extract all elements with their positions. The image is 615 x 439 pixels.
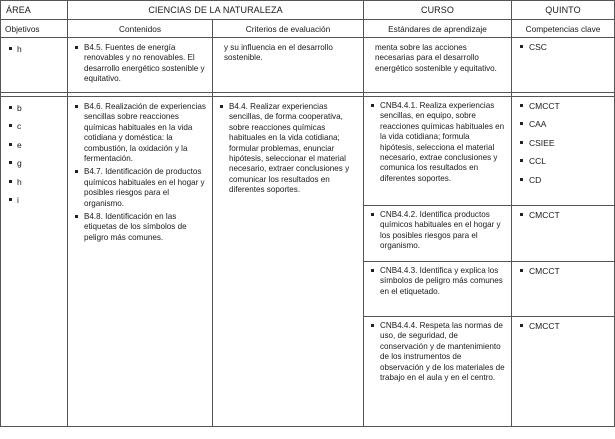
estandar-cell [364, 262, 512, 317]
block2-objetivos-cell [1, 97, 68, 427]
competencia-item: CCL [519, 156, 614, 174]
competencia-item: CD [519, 175, 614, 193]
estandar-text: menta sobre las acciones necesarias para el desarrollo energético sostenible y equitativo. [375, 43, 497, 73]
contenido-item: B4.8. Identificación en las etiquetas de los símbolos de peligro más comunes. [74, 212, 206, 243]
competencias-list [512, 262, 614, 284]
estandar-item: CNB4.4.4. Respeta las normas de uso, de seguridad, de conservación y de mantenimiento de los instrumentos de observación y de los materiales de trabajo en el aula y en el centro. [370, 321, 505, 383]
estandar-item: CNB4.4.2. Identifica productos químicos habituales en el hogar y los posibles riesgos para el organismo. [370, 210, 505, 252]
column-header-row [1, 20, 615, 38]
objetivo-item: b [8, 103, 67, 121]
block1-competencias-cell [512, 38, 615, 93]
competencia-item: CMCCT [519, 101, 614, 119]
col-criterios: Criterios de evaluación [213, 20, 364, 38]
objetivos-list [1, 97, 67, 213]
contenido-item: B4.7. Identificación de productos químicos habituales en el hogar y posibles riesgos para el organismo. [74, 167, 206, 209]
block1-criterios-cell [213, 38, 364, 93]
area-label: ÁREA [1, 1, 68, 20]
block1-objetivos-cell [1, 38, 68, 93]
competencias-cell [512, 97, 615, 206]
competencia-item: CMCCT [519, 266, 614, 284]
estandar-item: CNB4.4.1. Realiza experiencias sencillas, en equipo, sobre reacciones químicas habituales en la vida cotidiana; formula hipótesis, selecciona el material necesario, extrae conclusiones y comunica los resultados en diferentes soportes. [370, 101, 505, 184]
competencias-cell [512, 317, 615, 427]
curso-value: QUINTO [512, 1, 615, 20]
objetivo-item: h [8, 44, 67, 62]
estandar-cell [364, 97, 512, 206]
contenidos-list [68, 97, 212, 243]
block1-estandares-cell [364, 38, 512, 93]
criterios-list [213, 97, 363, 196]
contenido-item: B4.5. Fuentes de energía renovables y no renovables. El desarrollo energético sostenible y equitativo. [74, 43, 206, 85]
criterio-item: B4.4. Realizar experiencias sencillas, de forma cooperativa, sobre reacciones químicas habituales en la vida cotidiana; formular problemas, enunciar hipótesis, seleccionar el material necesario, extraer conclusiones y comunicar los resultados en diferentes soportes. [219, 102, 357, 196]
competencias-cell [512, 262, 615, 317]
competencia-item: CMCCT [519, 321, 614, 339]
block2-criterios-cell [213, 97, 364, 427]
curso-label: CURSO [364, 1, 512, 20]
competencia-item: CSIEE [519, 138, 614, 156]
subject-title: CIENCIAS DE LA NATURALEZA [68, 1, 364, 20]
objetivo-item: e [8, 140, 67, 158]
block1-row [1, 38, 615, 93]
objetivo-item: h [8, 177, 67, 195]
competencias-list [512, 206, 614, 228]
criterio-text: y su influencia en el desarrollo sostenible. [224, 43, 333, 63]
contenido-item: B4.6. Realización de experiencias sencillas sobre reacciones químicas habituales en la vida cotidiana y doméstica: la combustión, la oxidación y la fermentación. [74, 102, 206, 164]
col-objetivos: Objetivos [1, 20, 68, 38]
competencias-list [512, 38, 614, 60]
block1-contenidos-cell [68, 38, 213, 93]
competencia-item: CMCCT [519, 210, 614, 228]
competencias-list [512, 97, 614, 193]
competencia-item: CSC [519, 42, 614, 60]
estandar-item: CNB4.4.3. Identifica y explica los símbolos de peligro más comunes en el etiquetado. [370, 266, 505, 297]
estandar-cell [364, 317, 512, 427]
col-contenidos: Contenidos [68, 20, 213, 38]
estandares-list [364, 206, 511, 252]
estandares-list [364, 262, 511, 297]
estandares-list [364, 317, 511, 383]
objetivo-item: i [8, 195, 67, 213]
competencias-list [512, 317, 614, 339]
block2-contenidos-cell [68, 97, 213, 427]
estandar-cell [364, 206, 512, 262]
objetivo-item: g [8, 158, 67, 176]
contenidos-list [68, 38, 212, 85]
col-estandares: Estándares de aprendizaje [364, 20, 512, 38]
col-competencias: Competencias clave [512, 20, 615, 38]
objetivos-list [1, 38, 67, 62]
competencia-item: CAA [519, 119, 614, 137]
estandares-list [364, 97, 511, 184]
objetivo-item: c [8, 121, 67, 139]
block2-row-1 [1, 97, 615, 206]
competencias-cell [512, 206, 615, 262]
header-row [1, 1, 615, 20]
